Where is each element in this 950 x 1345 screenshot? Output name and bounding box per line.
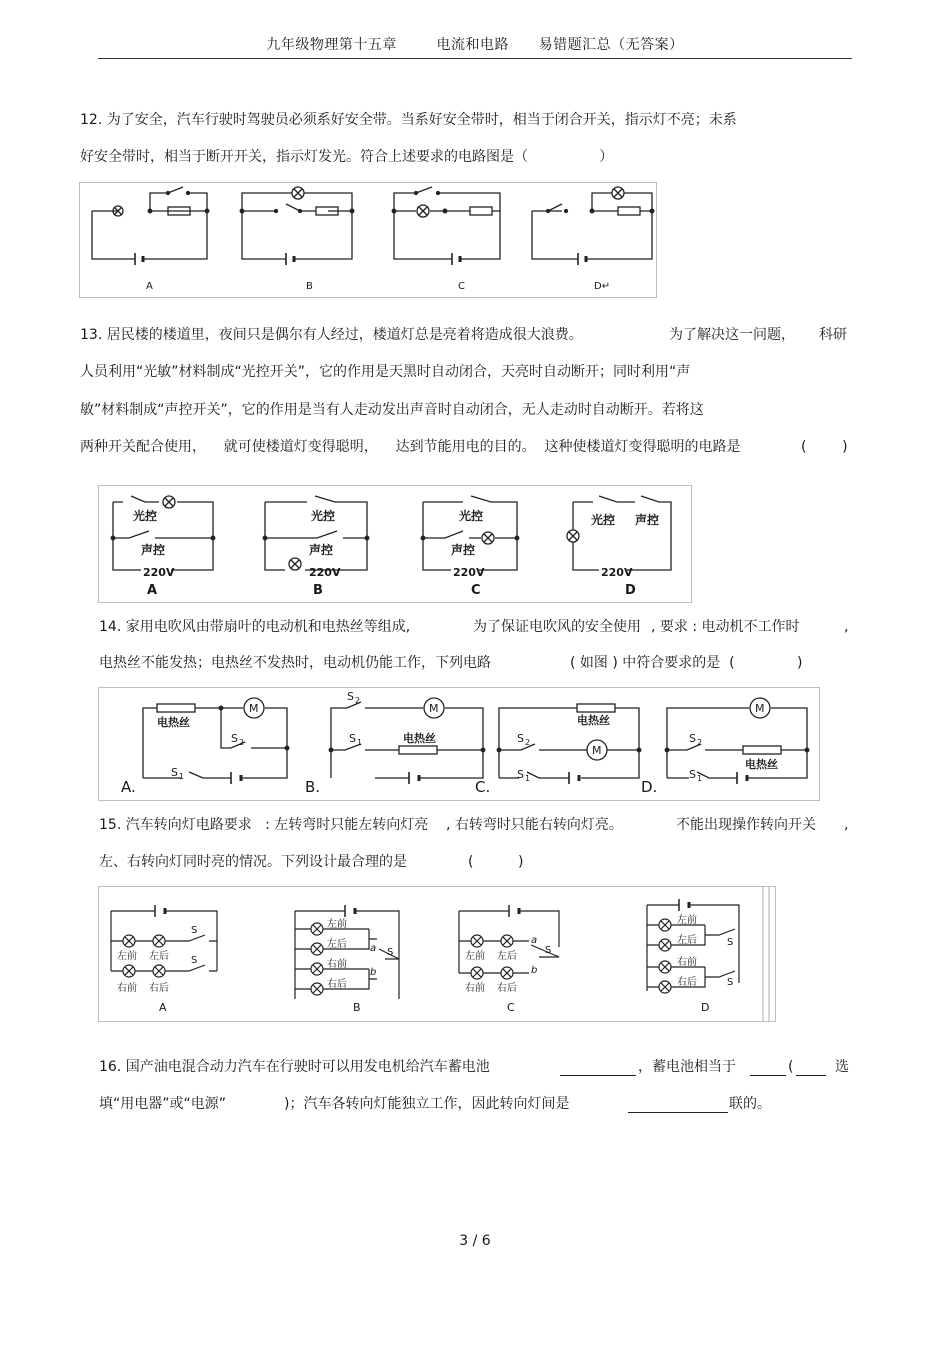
q13-line2: 人员利用“光敏”材料制成“光控开关”，它的作用是天黑时自动闭合，天亮时自动断开；同时利用“声	[80, 364, 691, 380]
q14-b-motor-label: M	[429, 702, 439, 715]
svg-text:S: S	[545, 945, 552, 956]
header-divider	[98, 58, 852, 59]
q12-label-a: A	[146, 281, 153, 292]
q15-label-d: D	[701, 1001, 710, 1014]
q15-line2b: ( )	[468, 854, 524, 870]
q13-line1b: 为了解决这一问题，	[669, 327, 795, 343]
q14-a-s1: S	[171, 766, 178, 779]
svg-text:右后: 右后	[149, 983, 169, 994]
q13-d-sound-label: 声控	[635, 513, 660, 527]
q13-line3: 敏”材料制成“声控开关”，它的作用是当有人走动发出声音时自动闭合，无人走动时自动断开。若将这	[80, 402, 704, 418]
q14-line1d: ,	[844, 619, 849, 635]
q14-d-motor-label: M	[755, 702, 765, 715]
q13-d-voltage: 220V	[601, 566, 633, 579]
q14-c-s1: S	[517, 768, 524, 781]
svg-text:右后: 右后	[497, 983, 517, 994]
q13-circuit-a	[111, 496, 215, 570]
q13-a-sound-label: 声控	[141, 543, 166, 557]
svg-text:b: b	[370, 967, 377, 978]
heater-icon	[399, 746, 437, 754]
q13-circuit-d	[567, 496, 671, 570]
q16-blank-2[interactable]	[750, 1059, 786, 1076]
q13-a-voltage: 220V	[143, 566, 175, 579]
q12-label-d: D↵	[594, 281, 611, 292]
q16-line2c: 联的。	[729, 1096, 771, 1112]
q14-line2: 电热丝不能发热；电热丝不发热时，电动机仍能工作，下列电路	[99, 655, 491, 671]
q12-label-c: C	[458, 281, 465, 292]
q14-label-a: A.	[121, 778, 136, 796]
q14-circuit-a	[143, 698, 289, 784]
svg-text:右前: 右前	[327, 959, 347, 970]
q15-figure	[98, 886, 776, 1022]
q15-line1: 15. 汽车转向灯电路要求 : 左转弯时只能左转向灯亮 , 右转弯时只能右转向灯亮。	[99, 817, 623, 833]
q12-line1: 12. 为了安全，汽车行驶时驾驶员必须系好安全带。当系好安全带时，相当于闭合开关，指示灯不亮；未系	[80, 112, 737, 128]
q13-b-voltage: 220V	[309, 566, 341, 579]
q14-a-motor-label: M	[249, 702, 259, 715]
q14-line2b: ( 如图 ) 中符合要求的是 ( )	[570, 655, 803, 671]
q14-d-s2: S	[689, 732, 696, 745]
q16-line2a: 填“用电器”或“电源”	[99, 1096, 227, 1112]
q14-line1b: 为了保证电吹风的安全使用	[473, 619, 641, 635]
q13-line1: 13. 居民楼的楼道里，夜间只是偶尔有人经过，楼道灯总是亮着将造成很大浪费。	[80, 327, 583, 343]
svg-text:a: a	[370, 943, 377, 954]
q13-circuit-b	[263, 496, 369, 570]
svg-text:左前: 左前	[677, 915, 697, 926]
q13-c-sound-label: 声控	[451, 543, 476, 557]
q13-d-light-label: 光控	[591, 513, 616, 527]
svg-text:左前: 左前	[465, 951, 485, 962]
q13-answer-paren: ( )	[801, 439, 848, 455]
q16-blank-2b	[796, 1059, 826, 1076]
q13-line4: 两种开关配合使用， 就可使楼道灯变得聪明， 达到节能用电的目的。 这种使楼道灯变得聪明的电路是	[80, 439, 741, 455]
svg-text:左后: 左后	[327, 939, 347, 950]
q15-label-b: B	[353, 1001, 361, 1014]
q14-c-s2: S	[517, 732, 524, 745]
svg-text:S: S	[387, 947, 394, 958]
svg-text:左后: 左后	[497, 951, 517, 962]
q12-line2: 好安全带时，相当于断开开关，指示灯发光。符合上述要求的电路图是（ ）	[80, 149, 614, 165]
q12-circuit-d	[532, 187, 654, 265]
heater-icon	[743, 746, 781, 754]
svg-text:S: S	[727, 937, 734, 948]
q12-figure	[79, 182, 657, 298]
q13-c-light-label: 光控	[459, 509, 484, 523]
q13-label-a: A	[147, 583, 158, 598]
q14-b-s2: S	[347, 690, 354, 703]
q16-line1b: ，蓄电池相当于	[638, 1059, 736, 1075]
q12-circuit-c	[392, 187, 500, 265]
svg-text:1: 1	[525, 774, 531, 783]
q15-line2: 左、右转向灯同时亮的情况。下列设计最合理的是	[99, 854, 407, 870]
q12-circuit-b	[240, 187, 354, 265]
q14-line1c: , 要求 : 电动机不工作时	[651, 619, 800, 635]
q16-blank-3[interactable]	[628, 1096, 728, 1113]
svg-text:左前: 左前	[117, 951, 137, 962]
page-header: 九年级物理第十五章 电流和电路 易错题汇总（无答案）	[266, 37, 684, 53]
q15-label-a: A	[159, 1001, 167, 1014]
q13-a-light-label: 光控	[133, 509, 158, 523]
q14-d-s1: S	[689, 768, 696, 781]
q13-b-sound-label: 声控	[309, 543, 334, 557]
q13-b-light-label: 光控	[311, 509, 336, 523]
svg-text:S: S	[727, 977, 734, 988]
svg-text:1: 1	[179, 772, 185, 781]
q13-label-d: D	[625, 583, 636, 598]
q14-label-b: B.	[305, 778, 321, 796]
q14-c-heater-label: 电热丝	[577, 714, 610, 727]
resistor-icon	[618, 207, 640, 215]
q14-line1: 14. 家用电吹风由带扇叶的电动机和电热丝等组成,	[99, 619, 411, 635]
svg-text:S: S	[191, 955, 198, 966]
q14-b-s1: S	[349, 732, 356, 745]
q16-line1a: 16. 国产油电混合动力汽车在行驶时可以用发电机给汽车蓄电池	[99, 1059, 490, 1075]
svg-text:S: S	[191, 925, 198, 936]
svg-text:左前: 左前	[327, 919, 347, 930]
q16-line2b: )；汽车各转向灯能独立工作，因此转向灯间是	[284, 1096, 570, 1112]
q15-line1b: 不能出现操作转向开关	[676, 817, 816, 833]
q13-label-b: B	[313, 583, 323, 598]
q14-circuit-d	[665, 698, 809, 784]
svg-text:1: 1	[697, 774, 703, 783]
svg-text:右后: 右后	[677, 977, 697, 988]
q13-circuit-c	[421, 496, 519, 570]
q14-figure	[98, 687, 820, 801]
q12-label-b: B	[306, 281, 313, 292]
svg-text:右前: 右前	[117, 983, 137, 994]
q16-line1d: 选	[835, 1059, 849, 1075]
q14-a-s2: S	[231, 732, 238, 745]
q15-label-c: C	[507, 1001, 515, 1014]
q16-blank-1[interactable]	[560, 1059, 636, 1076]
q14-a-heater-label: 电热丝	[157, 716, 190, 729]
q14-label-c: C.	[475, 778, 491, 796]
svg-text:左后: 左后	[149, 951, 169, 962]
svg-text:右前: 右前	[465, 983, 485, 994]
resistor-icon	[470, 207, 492, 215]
q13-line1c: 科研	[819, 327, 847, 343]
q14-d-heater-label: 电热丝	[745, 758, 778, 771]
svg-text:2: 2	[239, 738, 245, 747]
svg-text:2: 2	[525, 738, 531, 747]
heater-icon	[157, 704, 195, 712]
svg-text:a: a	[531, 935, 538, 946]
svg-text:2: 2	[355, 696, 361, 705]
q14-b-heater-label: 电热丝	[403, 732, 436, 745]
q15-circuit-a	[111, 905, 217, 977]
svg-text:右后: 右后	[327, 979, 347, 990]
svg-text:右前: 右前	[677, 957, 697, 968]
svg-text:左后: 左后	[677, 935, 697, 946]
q13-figure	[98, 485, 692, 603]
q16-line1c: (	[788, 1059, 794, 1075]
q14-label-d: D.	[641, 778, 658, 796]
q13-label-c: C	[471, 583, 481, 598]
q15-circuit-b	[295, 905, 399, 999]
q14-c-motor-label: M	[592, 744, 602, 757]
heater-icon	[577, 704, 615, 712]
svg-text:2: 2	[697, 738, 703, 747]
q15-circuit-c	[459, 905, 559, 979]
svg-text:1: 1	[357, 738, 363, 747]
q13-c-voltage: 220V	[453, 566, 485, 579]
q15-line1c: ,	[844, 817, 849, 833]
q12-circuit-a	[92, 187, 209, 265]
svg-text:b: b	[531, 965, 538, 976]
page-number: 3 / 6	[459, 1233, 491, 1249]
